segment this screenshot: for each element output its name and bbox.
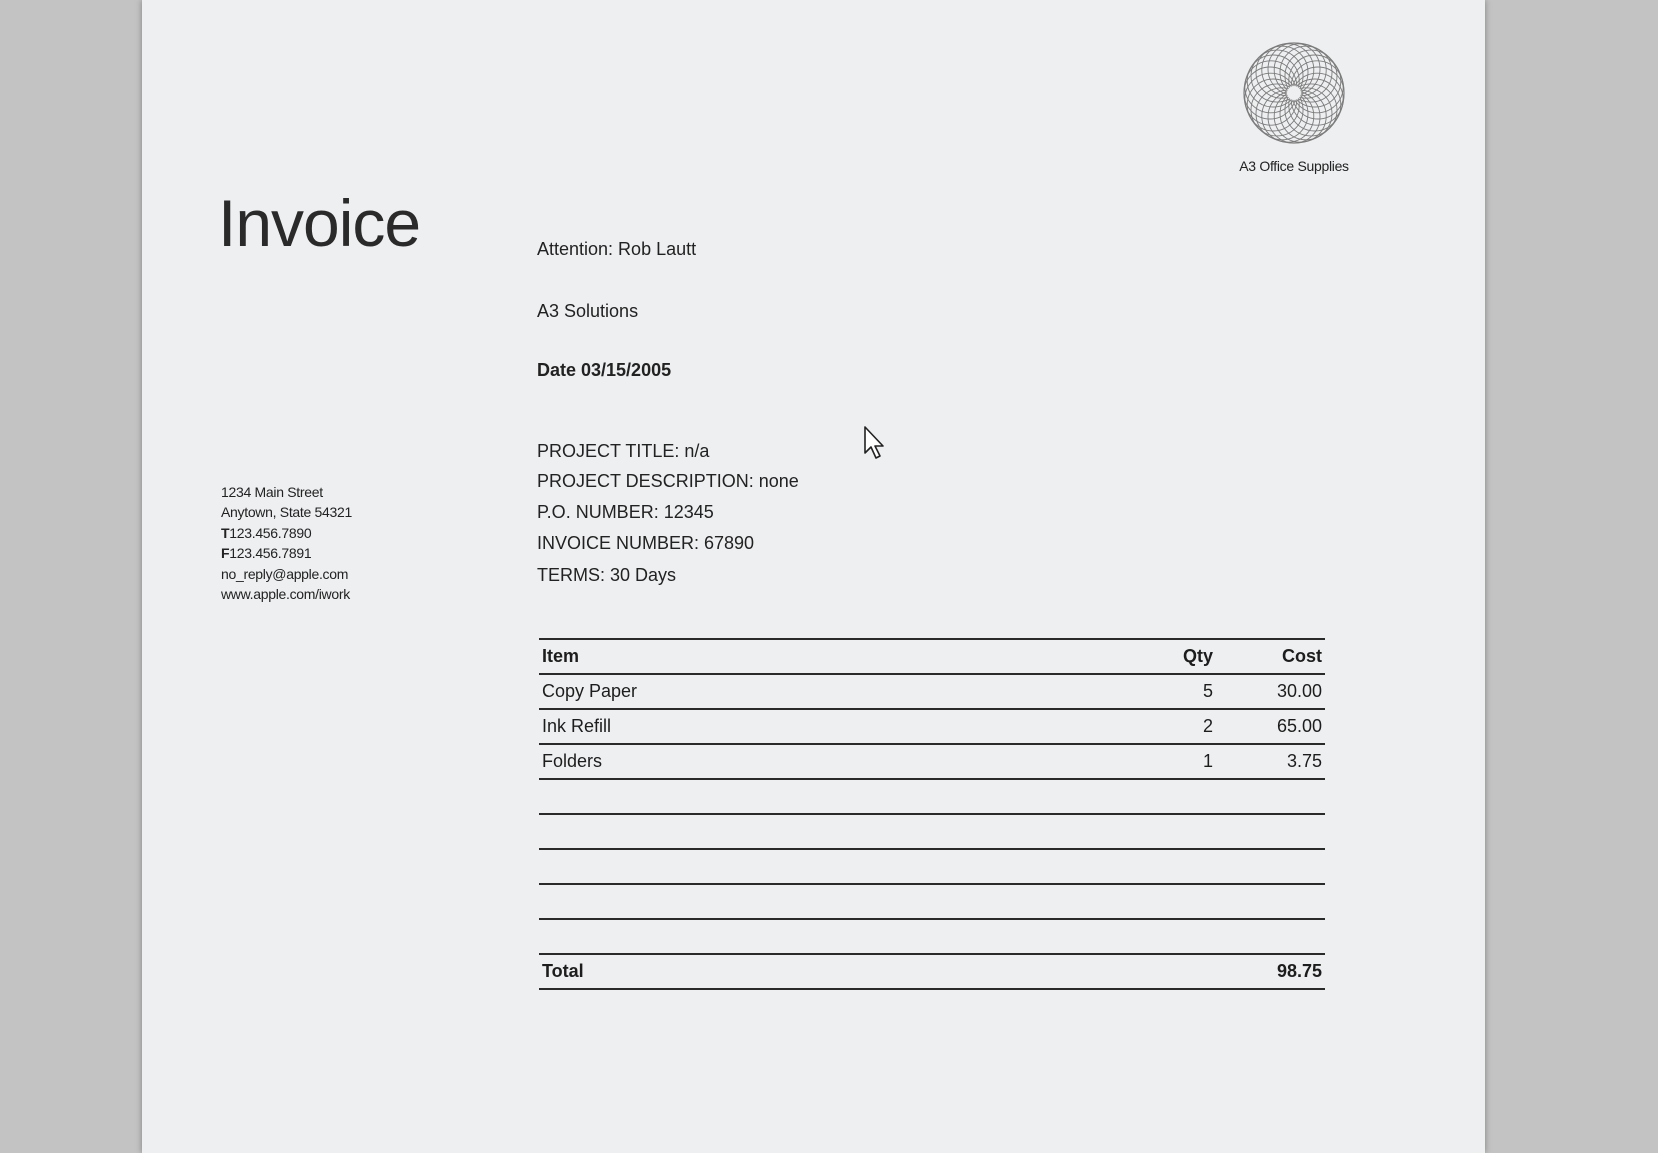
address-phone <box>221 523 352 543</box>
fax-prefix: F <box>221 545 230 561</box>
mouse-pointer-icon <box>863 425 889 461</box>
row-cost: 30.00 <box>1276 681 1322 701</box>
table-row <box>539 780 1325 815</box>
row-qty: 1 <box>1202 751 1213 771</box>
table-row <box>539 815 1325 850</box>
phone-number: 123.456.7890 <box>229 525 312 541</box>
terms: TERMS: 30 Days <box>537 565 677 585</box>
project-description: PROJECT DESCRIPTION: none <box>537 471 799 491</box>
company-logo <box>1209 40 1379 174</box>
table-total-row <box>539 955 1325 990</box>
table-row <box>539 710 1325 745</box>
total-value: 98.75 <box>1276 961 1322 981</box>
address-street: 1234 Main Street <box>221 484 323 500</box>
invoice-date: Date 03/15/2005 <box>537 360 672 380</box>
page-title: Invoice <box>218 186 421 260</box>
invoice-number: INVOICE NUMBER: 67890 <box>537 533 755 553</box>
row-item: Ink Refill <box>542 716 612 736</box>
company-name: A3 Office Supplies <box>1239 158 1349 174</box>
spirograph-logo-icon <box>1241 40 1347 146</box>
recipient-company: A3 Solutions <box>537 301 639 321</box>
invoice-page <box>142 0 1485 1153</box>
table-row <box>539 885 1325 920</box>
row-qty: 2 <box>1202 716 1213 736</box>
invoice-table <box>539 638 1325 990</box>
row-item: Copy Paper <box>542 681 638 701</box>
address-website: www.apple.com/iwork <box>221 586 350 602</box>
header-item: Item <box>542 646 580 666</box>
address-fax <box>221 543 352 564</box>
address-email: no_reply@apple.com <box>221 566 349 582</box>
total-label: Total <box>542 961 584 981</box>
phone-prefix: T <box>221 525 230 541</box>
row-item: Folders <box>542 751 603 771</box>
attention-line: Attention: Rob Lautt <box>537 239 697 259</box>
header-cost: Cost <box>1282 646 1322 666</box>
table-row <box>539 675 1325 710</box>
table-row <box>539 850 1325 885</box>
row-cost: 65.00 <box>1276 716 1322 736</box>
address-city: Anytown, State 54321 <box>221 504 352 520</box>
fax-number: 123.456.7891 <box>229 545 312 561</box>
sender-address <box>221 482 352 605</box>
table-header <box>539 638 1325 675</box>
row-qty: 5 <box>1202 681 1213 701</box>
table-row <box>539 920 1325 955</box>
table-row <box>539 745 1325 780</box>
header-qty: Qty <box>1182 646 1213 666</box>
project-title: PROJECT TITLE: n/a <box>537 441 710 461</box>
row-cost: 3.75 <box>1286 751 1322 771</box>
po-number: P.O. NUMBER: 12345 <box>537 502 714 522</box>
